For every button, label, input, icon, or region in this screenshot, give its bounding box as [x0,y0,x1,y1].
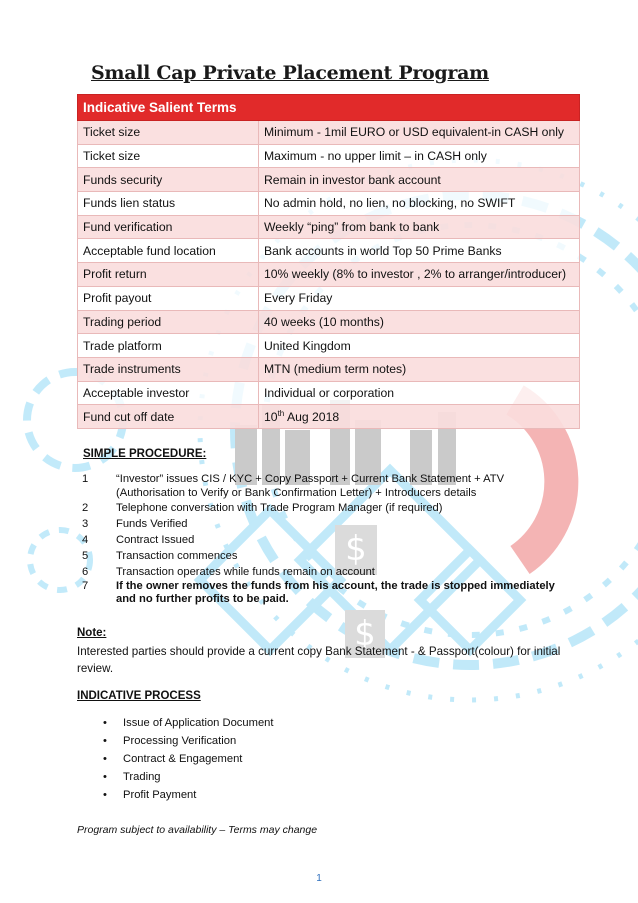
table-row [78,239,580,263]
term-label: Ticket size [78,144,259,168]
step-number: 7 [82,579,89,592]
term-value: Bank accounts in world Top 50 Prime Banks [259,239,580,263]
page-number: 1 [316,873,322,884]
terms-table [77,94,580,429]
procedure-steps [82,473,602,607]
dollar-icon: $ [345,529,367,569]
process-item: Trading [123,771,161,783]
process-heading: INDICATIVE PROCESS [77,690,201,702]
step-text: Contract Issued [116,534,195,546]
process-item: Issue of Application Document [123,717,274,729]
table-header: Indicative Salient Terms [78,95,580,121]
term-label: Ticket size [78,121,259,145]
term-value [259,405,580,429]
term-value: Individual or corporation [259,381,580,405]
step-number: 6 [82,566,89,578]
term-value: United Kingdom [259,334,580,358]
step-text: Telephone conversation with Trade Program Manager (if required) [116,502,443,514]
term-label: Trading period [78,310,259,334]
table-row [78,215,580,239]
list-item [82,534,602,548]
procedure-heading: SIMPLE PROCEDURE: [83,448,207,460]
bullet-icon: • [103,789,107,801]
list-item [103,750,274,768]
term-label: Profit payout [78,286,259,310]
term-label: Profit return [78,263,259,287]
bullet-icon: • [103,735,107,747]
bullet-icon: • [103,771,107,783]
step-number: 1 [82,473,89,485]
term-value: Weekly “ping” from bank to bank [259,215,580,239]
process-list [103,714,274,804]
table-row [78,381,580,405]
step-number: 2 [82,502,89,514]
dollar-icon: $ [354,614,376,654]
note-heading: Note: [77,627,107,639]
list-item [103,732,274,750]
term-value: MTN (medium term notes) [259,357,580,381]
bullet-icon: • [103,717,107,729]
list-item [103,768,274,786]
page-title: Small Cap Private Placement Program [91,62,489,84]
date-rest: Aug 2018 [284,410,340,425]
table-row [78,310,580,334]
term-value: No admin hold, no lien, no blocking, no SWIFT [259,192,580,216]
term-value: Maximum - no upper limit – in CASH only [259,144,580,168]
step-number: 3 [82,518,89,530]
process-item: Profit Payment [123,789,197,801]
step-text-cont: and no further profits to be paid. [116,593,289,605]
table-row [78,405,580,429]
term-value: 40 weeks (10 months) [259,310,580,334]
bullet-icon: • [103,753,107,765]
table-row [78,121,580,145]
list-item [103,714,274,732]
term-label: Trade platform [78,334,259,358]
term-label: Acceptable investor [78,381,259,405]
term-label: Acceptable fund location [78,239,259,263]
step-text: Funds Verified [116,518,188,530]
step-text: If the owner removes the funds from his account, the trade is stopped immediately [116,579,555,592]
process-item: Processing Verification [123,735,237,747]
step-text-cont: (Authorisation to Verify or Bank Confirmation Letter) + Introducers details [116,486,477,499]
term-label: Fund verification [78,215,259,239]
list-item [82,518,602,532]
term-label: Trade instruments [78,357,259,381]
step-number: 5 [82,550,89,562]
table-row [78,263,580,287]
list-item [82,502,602,516]
step-number: 4 [82,534,89,546]
term-value: 10% weekly (8% to investor , 2% to arranger/introducer) [259,263,580,287]
term-label: Funds security [78,168,259,192]
date-day: 10 [264,410,278,425]
term-value: Every Friday [259,286,580,310]
list-item [103,786,274,804]
table-row [78,168,580,192]
step-text: Transaction commences [116,550,238,562]
list-item [82,566,602,580]
footnote: Program subject to availability – Terms may change [77,824,318,836]
list-item [82,473,602,500]
table-row [78,357,580,381]
table-row [78,334,580,358]
term-label: Funds lien status [78,192,259,216]
term-value: Minimum - 1mil EURO or USD equivalent-in CASH only [259,121,580,145]
table-row [78,192,580,216]
list-item [82,580,602,607]
date-ordinal: th [277,409,285,419]
term-label: Fund cut off date [78,405,259,429]
table-row [78,286,580,310]
step-text: “Investor” issues CIS / KYC + Copy Passport + Current Bank Statement + ATV [116,473,505,485]
step-text: Transaction operates while funds remain on account [116,566,375,578]
process-item: Contract & Engagement [123,753,243,765]
list-item [82,550,602,564]
note-text: Interested parties should provide a current copy Bank Statement - & Passport(colour) for initial review. [77,645,561,675]
term-value: Remain in investor bank account [259,168,580,192]
table-row [78,144,580,168]
